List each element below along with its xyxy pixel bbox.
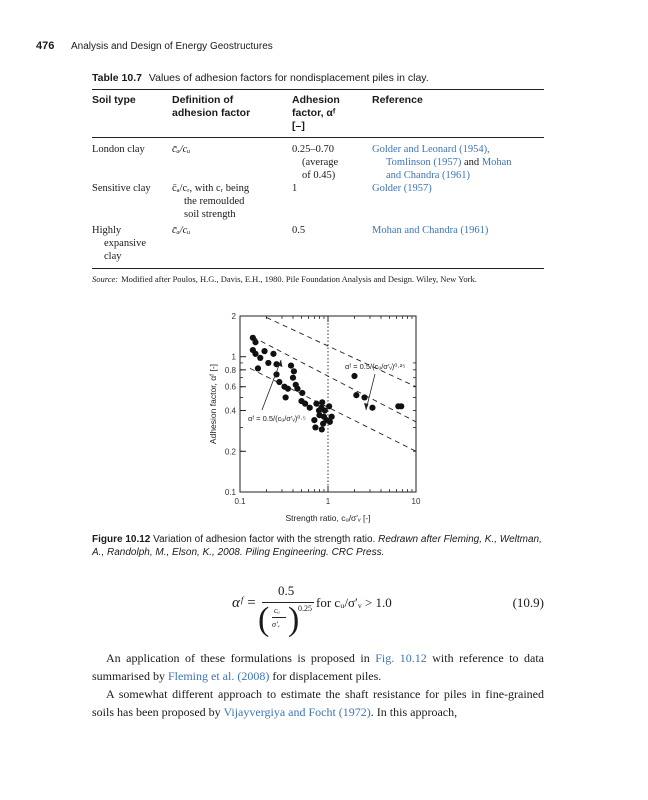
- col-header-definition: Definition of adhesion factor: [172, 94, 251, 119]
- data-point: [291, 368, 297, 374]
- equation-inner-bar: [272, 617, 286, 618]
- data-point: [307, 405, 313, 411]
- row3-definition: c̄ₐ/cᵤ: [172, 225, 191, 236]
- y-tick-label: 2: [231, 312, 236, 321]
- data-point: [313, 401, 319, 407]
- data-point: [361, 394, 367, 400]
- data-point: [252, 339, 258, 345]
- data-point: [369, 405, 375, 411]
- paragraph-1: An application of these formulations is proposed in Fig. 10.12 with reference to data summarised by Fleming et al. (2008) for displacement piles.: [92, 651, 544, 683]
- annotation-0.5-leader: [262, 360, 281, 410]
- fig-10-12-link[interactable]: Fig. 10.12: [375, 651, 427, 665]
- ref-tomlinson-link[interactable]: Tomlinson (1957): [386, 157, 462, 168]
- annotation-0.5: αᶠ = 0.5/(cᵤ/σ′ᵥ)⁰·⁵: [248, 414, 306, 423]
- data-point: [398, 403, 404, 409]
- row2-soil: Sensitive clay: [92, 183, 151, 194]
- data-point: [285, 386, 291, 392]
- col-header-soil-type: Soil type: [92, 94, 136, 106]
- data-point: [294, 386, 300, 392]
- ref-golder-leonard-link[interactable]: Golder and Leonard (1954),: [372, 144, 490, 155]
- equation-inner-denominator: σ′ᵥ: [272, 620, 280, 629]
- page-number: 476: [36, 40, 55, 52]
- ref-mohan-chandra-link[interactable]: Mohan and Chandra (1961): [372, 225, 489, 236]
- equation-right-paren: ): [288, 601, 300, 638]
- data-point: [320, 421, 326, 427]
- source-text: Modified after Poulos, H.G., Davis, E.H., 1980. Pile Foundation Analysis and Design. Wiley, New York.: [121, 274, 477, 284]
- equation-left-paren: (: [258, 601, 270, 638]
- annotation-0.25-arrowhead: [364, 403, 369, 410]
- row3-soil: Highly expansive clay: [92, 225, 146, 262]
- data-point: [290, 375, 296, 381]
- data-point: [276, 379, 282, 385]
- row1-soil: London clay: [92, 144, 145, 155]
- y-tick-label: 0.2: [224, 447, 236, 457]
- figure-credit: Redrawn after Fleming, K., Weltman, A., Randolph, M., Elson, K., 2008. Piling Engineering. CRC Press.: [92, 534, 542, 558]
- data-point: [312, 424, 318, 430]
- data-point: [288, 362, 294, 368]
- x-tick-label: 0.1: [234, 497, 246, 506]
- data-point: [351, 373, 357, 379]
- data-point: [327, 419, 333, 425]
- data-point: [311, 417, 317, 423]
- data-point: [353, 392, 359, 398]
- equation-10-9: [92, 583, 544, 643]
- data-point: [270, 351, 276, 357]
- trend-line-upper-bound: [266, 317, 416, 386]
- equation-number: (10.9): [512, 595, 544, 610]
- ref-mohan-link[interactable]: Mohan: [481, 157, 512, 168]
- col-header-reference: Reference: [372, 94, 423, 106]
- table-title: Values of adhesion factors for nondisplacement piles in clay.: [148, 72, 429, 84]
- book-title: Analysis and Design of Energy Geostructures: [70, 41, 273, 52]
- figure-caption: [92, 533, 544, 559]
- data-point: [252, 351, 258, 357]
- equation-condition: for cᵤ/σ′ᵥ > 1.0: [316, 595, 392, 610]
- data-point: [257, 355, 263, 361]
- source-label: Source:: [92, 274, 119, 284]
- row3-adhesion: 0.5: [292, 225, 306, 236]
- figure-caption-text: Variation of adhesion factor with the strength ratio.: [153, 534, 376, 545]
- y-tick-label: 0.4: [224, 406, 236, 416]
- x-tick-label: 10: [411, 497, 421, 506]
- fleming-2008-link[interactable]: Fleming et al. (2008): [168, 668, 270, 683]
- ref-mohan-chandra-link-cont[interactable]: and Chandra (1961): [386, 170, 470, 181]
- vijayvergiya-focht-link[interactable]: Vijayvergiya and Focht (1972): [223, 704, 371, 719]
- y-tick-label: 0.8: [224, 365, 236, 375]
- row1-definition: c̄ₐ/cᵤ: [172, 144, 191, 155]
- data-point: [265, 360, 271, 366]
- data-point: [299, 390, 305, 396]
- table-label: Table 10.7: [92, 72, 142, 84]
- col-header-adhesion: Adhesion factor, αᶠ [–]: [292, 94, 340, 132]
- ref-golder-1957-link[interactable]: Golder (1957): [372, 183, 432, 194]
- trend-line-middle: [253, 337, 416, 422]
- row2-definition: c̄ₐ/cᵣ, with cᵣ being the remoulded soil strength: [172, 183, 250, 220]
- x-axis-label: Strength ratio, cᵤ/σ′ᵥ [-]: [285, 513, 371, 523]
- data-point: [319, 399, 325, 405]
- equation-inner-numerator: cᵤ: [274, 606, 280, 615]
- data-point: [261, 348, 267, 354]
- equation-numerator: 0.5: [278, 583, 295, 598]
- equation-exponent: 0.25: [298, 604, 312, 613]
- data-point: [283, 394, 289, 400]
- row2-adhesion: 1: [292, 183, 298, 194]
- equation-lhs: αᶠ =: [232, 595, 257, 611]
- paragraph-2: A somewhat different approach to estimate the shaft resistance for piles in fine-grained soils has been proposed by Vijayvergiya and Focht (1972). In this approach,: [92, 687, 544, 719]
- trend-line-lower-bound: [250, 368, 416, 451]
- y-tick-label: 0.1: [224, 488, 236, 497]
- y-tick-label: 0.6: [224, 382, 236, 392]
- row1-reference: Golder and Leonard (1954), Tomlinson (1957) and Mohan and Chandra (1961): [372, 144, 512, 181]
- data-point: [326, 403, 332, 409]
- x-tick-label: 1: [325, 497, 331, 506]
- row1-adhesion: 0.25–0.70 (average of 0.45): [292, 144, 339, 181]
- data-point: [255, 365, 261, 371]
- y-axis-label: Adhesion factor, αᶠ [-]: [208, 363, 218, 445]
- figure-label: Figure 10.12: [92, 534, 151, 545]
- y-tick-label: 1: [231, 352, 236, 362]
- data-point: [319, 426, 325, 432]
- annotation-0.25: αᶠ = 0.5/(cᵤ/σ′ᵥ)⁰·²⁵: [345, 362, 406, 371]
